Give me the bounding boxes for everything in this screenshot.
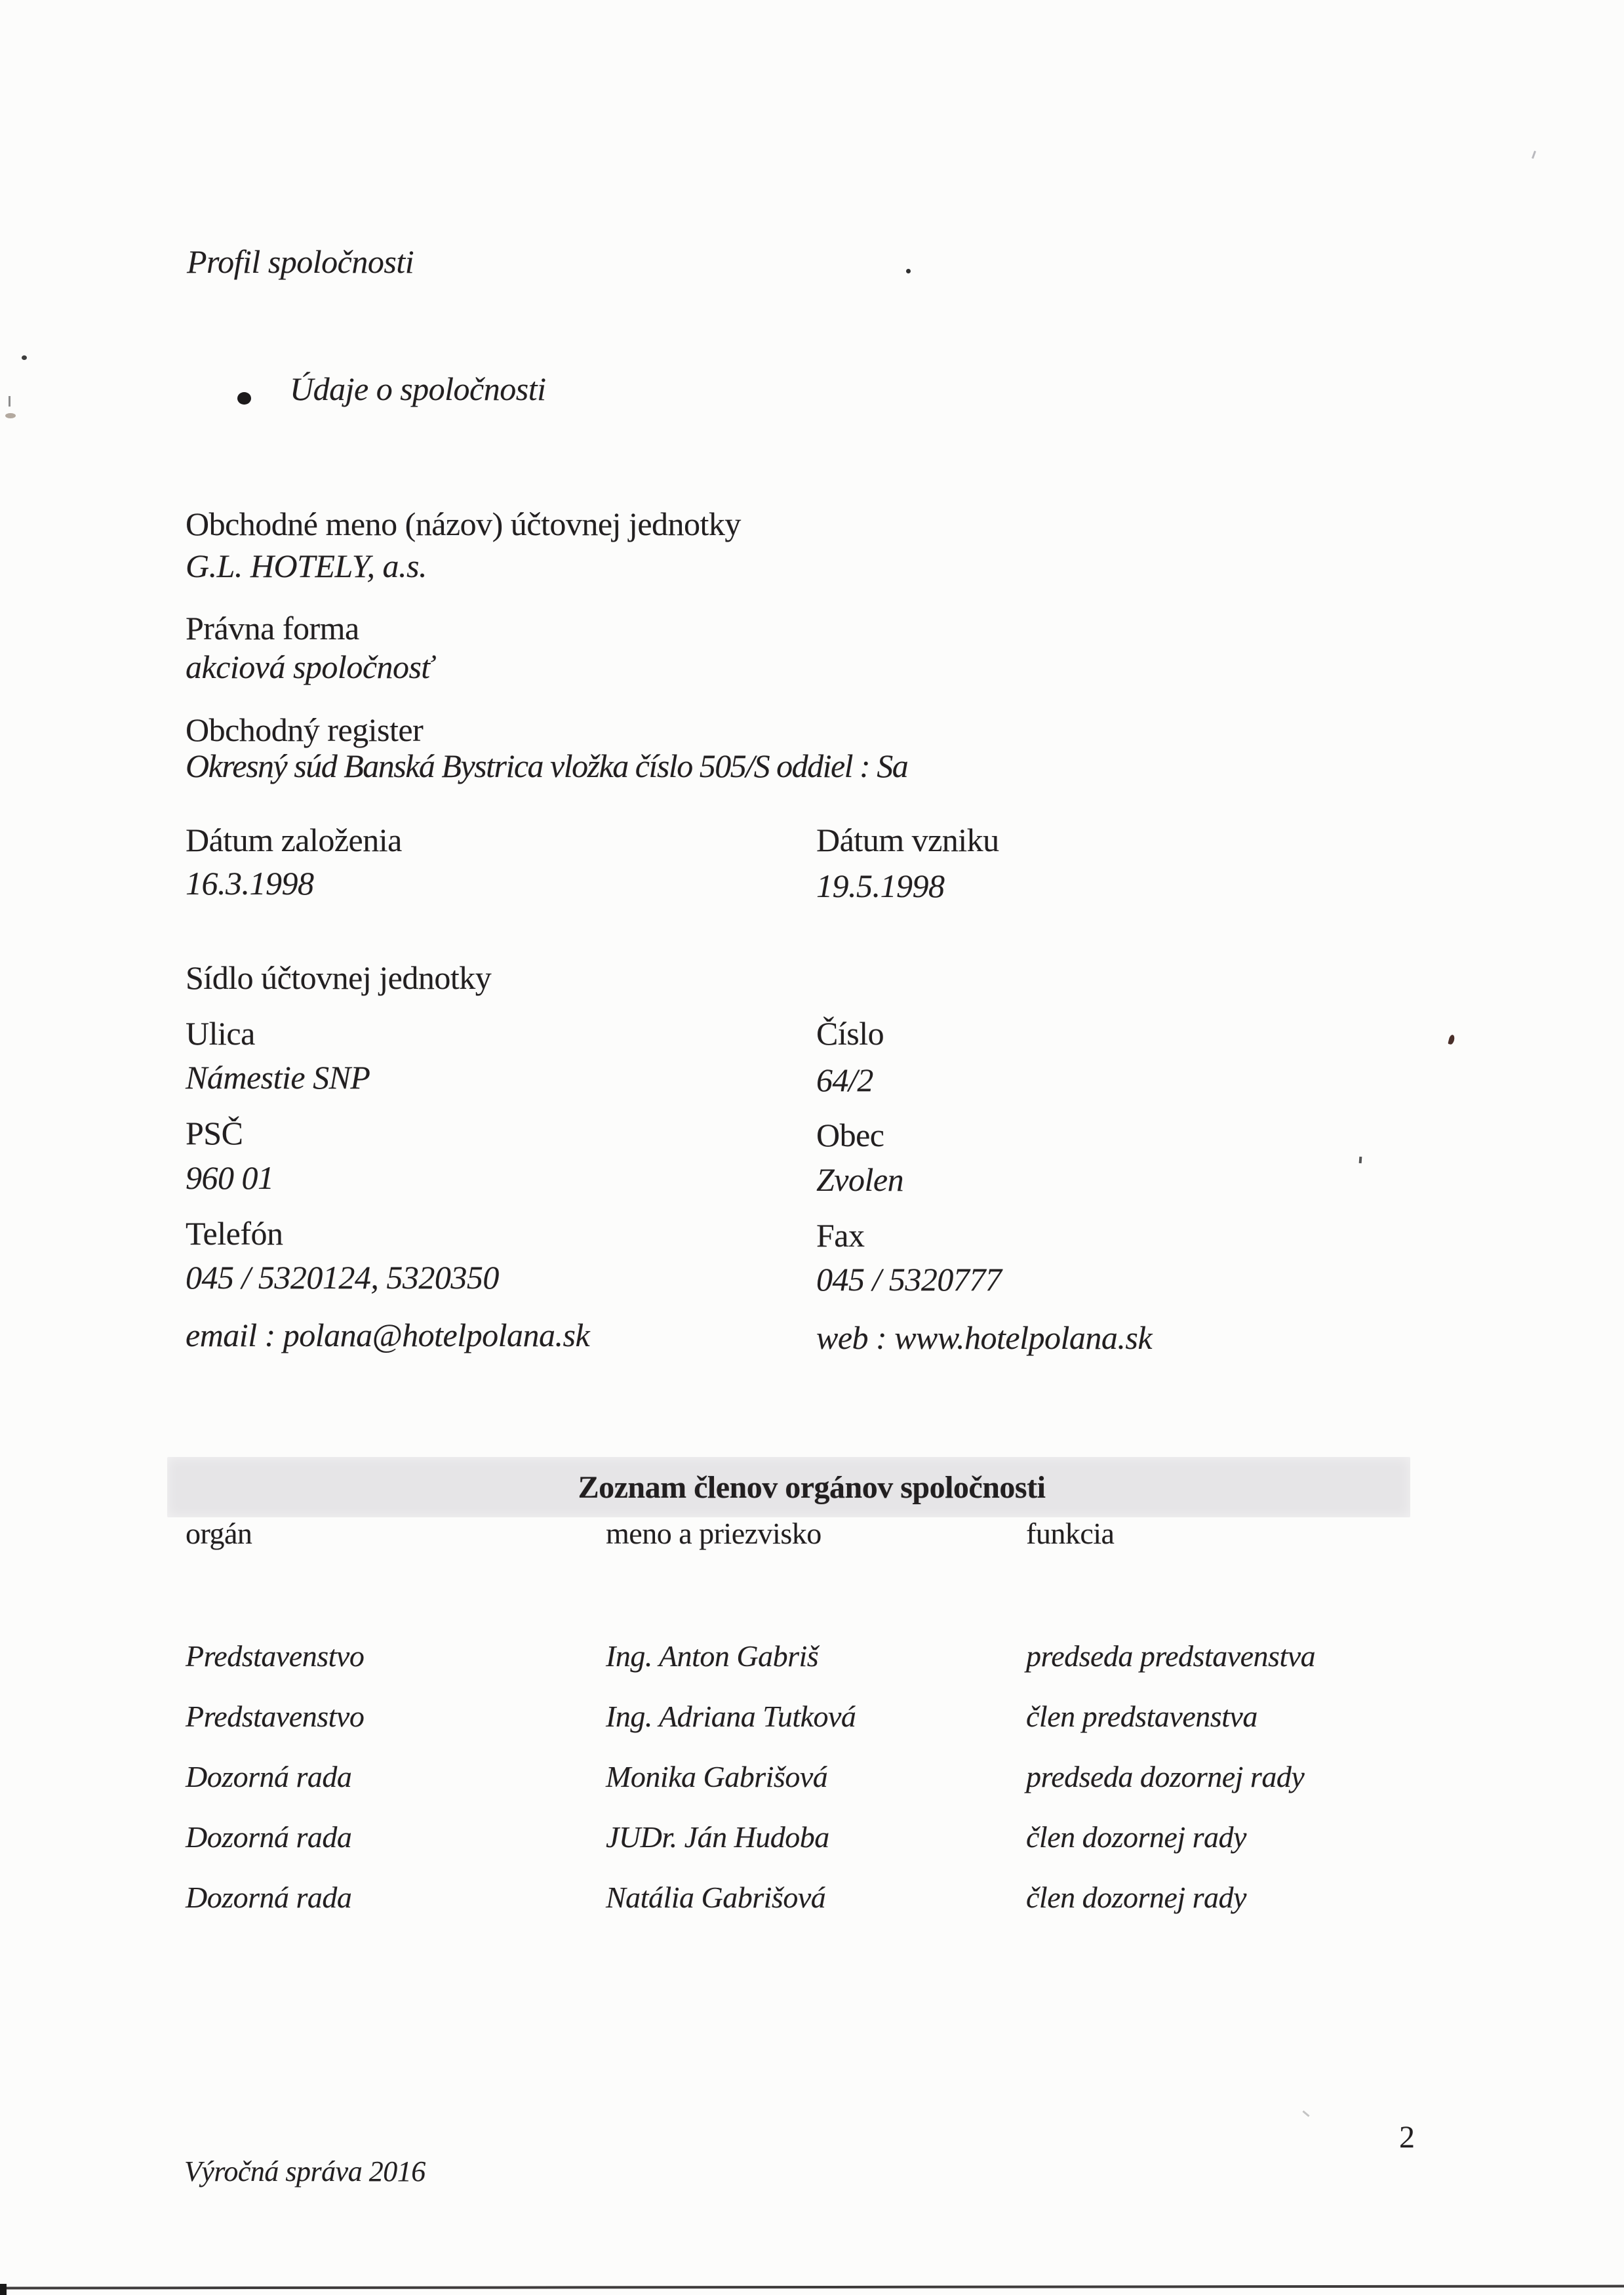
bullet-icon (237, 392, 251, 405)
table-row-cell: Ing. Anton Gabriš (606, 1639, 819, 1673)
company-name-label: Obchodné meno (názov) účtovnej jednotky (186, 506, 741, 542)
incorporation-date-value: 19.5.1998 (816, 868, 945, 904)
zip-value: 960 01 (186, 1159, 274, 1196)
table-header-band (167, 1457, 1410, 1517)
table-row-cell: Dozorná rada (186, 1760, 352, 1793)
fax-value: 045 / 5320777 (816, 1261, 1002, 1298)
page-number: 2 (1399, 2120, 1415, 2155)
column-header-function: funkcia (1026, 1517, 1115, 1550)
table-row-cell: Dozorná rada (186, 1881, 352, 1914)
city-label: Obec (816, 1117, 884, 1153)
scan-speck (1532, 151, 1536, 159)
scan-speck (22, 355, 27, 360)
company-name-value: G.L. HOTELY, a.s. (186, 548, 427, 584)
table-row-cell: Predstavenstvo (186, 1639, 365, 1673)
page-bottom-scan-line (0, 2285, 1624, 2289)
column-header-organ: orgán (186, 1517, 252, 1550)
table-row-cell: Dozorná rada (186, 1820, 352, 1854)
scan-speck (1359, 1157, 1362, 1163)
table-row-cell: predseda predstavenstva (1026, 1639, 1316, 1673)
table-row-cell: člen dozornej rady (1026, 1881, 1246, 1914)
address-section-label: Sídlo účtovnej jednotky (186, 959, 492, 996)
founded-date-value: 16.3.1998 (186, 865, 314, 902)
phone-value: 045 / 5320124, 5320350 (186, 1259, 499, 1296)
table-row-cell: Ing. Adriana Tutková (606, 1700, 856, 1733)
legal-form-value: akciová spoločnosť (186, 649, 433, 685)
number-value: 64/2 (816, 1062, 873, 1098)
table-title: Zoznam členov orgánov spoločnosti (578, 1469, 1046, 1505)
table-row-cell: Monika Gabrišová (606, 1760, 828, 1793)
number-label: Číslo (816, 1015, 884, 1052)
incorporation-date-label: Dátum vzniku (816, 822, 999, 858)
page-title: Profil spoločnosti (187, 243, 414, 280)
scan-speck (1302, 2110, 1309, 2117)
web-line: web : www.hotelpolana.sk (816, 1319, 1153, 1356)
column-header-name: meno a priezvisko (606, 1517, 822, 1550)
table-row-cell: Predstavenstvo (186, 1700, 365, 1733)
corner-scan-mark (0, 2284, 7, 2295)
email-line: email : polana@hotelpolana.sk (186, 1317, 590, 1353)
register-label: Obchodný register (186, 711, 424, 748)
scan-speck (9, 396, 10, 407)
register-value: Okresný súd Banská Bystrica vložka číslo 505/S oddiel : Sa (186, 748, 908, 784)
bullet-item-label: Údaje o spoločnosti (290, 370, 546, 407)
table-row-cell: predseda dozornej rady (1026, 1760, 1305, 1793)
city-value: Zvolen (816, 1161, 904, 1198)
scan-speck (1448, 1034, 1455, 1045)
table-row-cell: člen dozornej rady (1026, 1820, 1246, 1854)
zip-label: PSČ (186, 1115, 243, 1151)
table-row-cell: JUDr. Ján Hudoba (606, 1820, 829, 1854)
fax-label: Fax (816, 1217, 865, 1254)
street-label: Ulica (186, 1015, 255, 1052)
table-row-cell: Natália Gabrišová (606, 1881, 826, 1914)
table-row-cell: člen predstavenstva (1026, 1700, 1258, 1733)
scan-speck (906, 269, 911, 273)
founded-date-label: Dátum založenia (186, 822, 402, 858)
street-value: Námestie SNP (186, 1059, 370, 1096)
footer-report-label: Výročná správa 2016 (184, 2155, 426, 2187)
legal-form-label: Právna forma (186, 610, 359, 647)
scan-speck (5, 413, 16, 418)
phone-label: Telefón (186, 1215, 283, 1252)
